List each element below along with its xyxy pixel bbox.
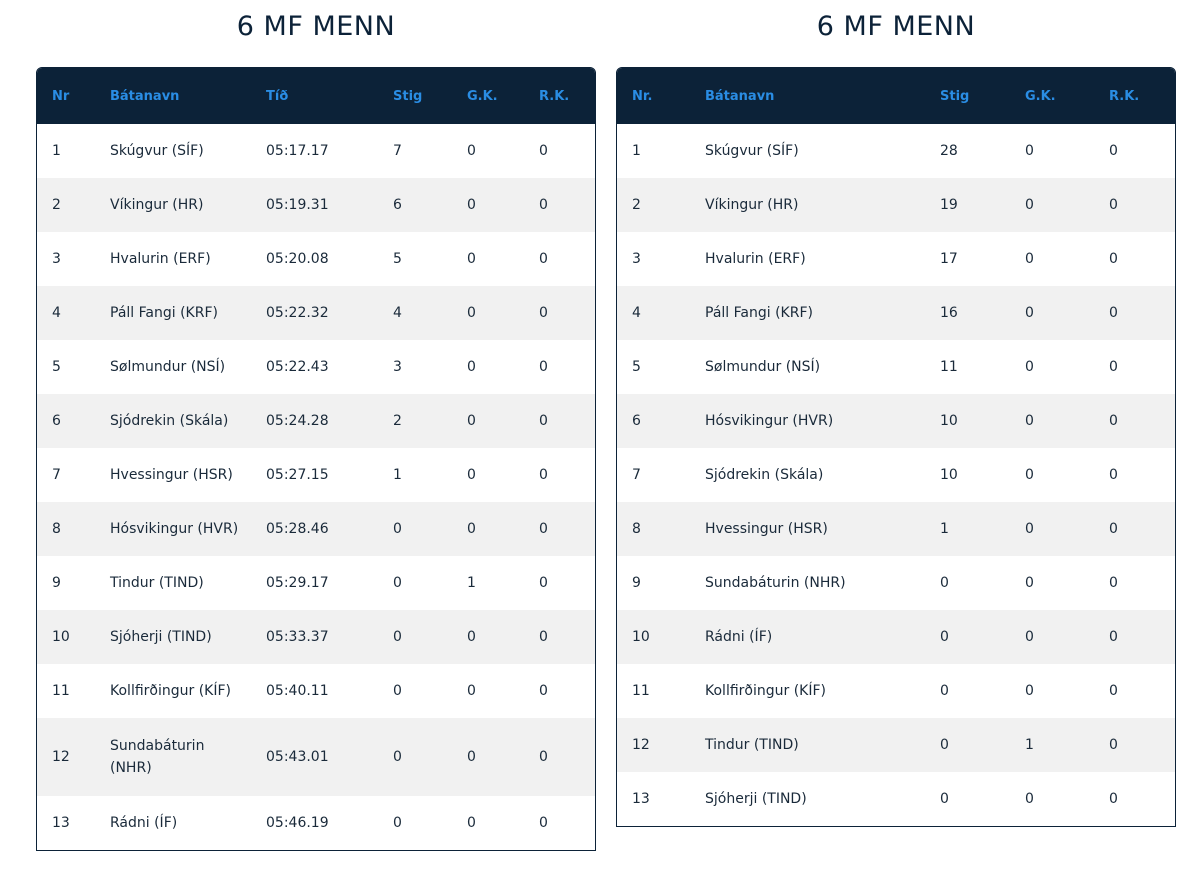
cell-rank: 3 — [632, 251, 641, 267]
table-row — [617, 772, 1175, 826]
cell-gk: 0 — [1025, 521, 1034, 537]
cell-points: 7 — [393, 143, 402, 159]
panel-title: 6 MF MENN — [236, 11, 396, 42]
cell-points: 17 — [940, 251, 958, 267]
cell-gk: 0 — [467, 197, 476, 213]
cell-gk: 0 — [467, 629, 476, 645]
cell-boat-name: Hvalurin (ERF) — [705, 251, 806, 267]
cell-gk: 0 — [467, 143, 476, 159]
cell-rk: 0 — [539, 251, 548, 267]
cell-rank: 3 — [52, 251, 61, 267]
cell-points: 10 — [940, 413, 958, 429]
cell-time: 05:19.31 — [266, 197, 329, 213]
race-results-table — [36, 67, 596, 851]
cell-rank: 10 — [52, 629, 70, 645]
cell-gk: 0 — [1025, 467, 1034, 483]
cell-rank: 12 — [632, 737, 650, 753]
cell-rk: 0 — [539, 359, 548, 375]
table-header-row — [617, 68, 1175, 124]
table-row — [617, 610, 1175, 664]
cell-boat-name: Sølmundur (NSÍ) — [110, 359, 226, 375]
table-row — [37, 124, 595, 178]
cell-rank: 11 — [52, 683, 70, 699]
cell-rk: 0 — [539, 197, 548, 213]
table-row — [37, 448, 595, 502]
cell-boat-name: Víkingur (HR) — [110, 197, 204, 213]
cell-rank: 7 — [632, 467, 641, 483]
cell-boat-name: Rádni (ÍF) — [705, 629, 773, 645]
table-row — [37, 796, 595, 850]
table-header-row — [37, 68, 595, 124]
cell-gk: 0 — [467, 467, 476, 483]
table-row — [37, 340, 595, 394]
table-row — [617, 178, 1175, 232]
cell-points: 28 — [940, 143, 958, 159]
table-row — [617, 124, 1175, 178]
cell-points: 0 — [940, 629, 949, 645]
cell-points: 0 — [940, 683, 949, 699]
cell-rank: 7 — [52, 467, 61, 483]
cell-rank: 9 — [52, 575, 61, 591]
cell-points: 0 — [393, 749, 402, 765]
cell-rk: 0 — [539, 143, 548, 159]
cell-gk: 0 — [467, 815, 476, 831]
table-row — [37, 232, 595, 286]
cell-time: 05:24.28 — [266, 413, 329, 429]
standings-panel — [616, 0, 1176, 827]
cell-gk: 0 — [1025, 305, 1034, 321]
cell-points: 11 — [940, 359, 958, 375]
table-row — [37, 664, 595, 718]
cell-points: 1 — [393, 467, 402, 483]
table-body — [37, 124, 595, 850]
table-row — [37, 286, 595, 340]
cell-time: 05:29.17 — [266, 575, 329, 591]
cell-gk: 0 — [1025, 251, 1034, 267]
cell-boat-name: Hvessingur (HSR) — [110, 467, 233, 483]
cell-gk: 0 — [1025, 575, 1034, 591]
col-header-boat: Bátanavn — [110, 88, 180, 104]
cell-rank: 6 — [52, 413, 61, 429]
cell-rank: 2 — [52, 197, 61, 213]
cell-boat-name: Hvessingur (HSR) — [705, 521, 828, 537]
cell-points: 0 — [393, 575, 402, 591]
cell-rank: 1 — [52, 143, 61, 159]
cell-gk: 0 — [467, 413, 476, 429]
cell-gk: 0 — [467, 251, 476, 267]
cell-rank: 12 — [52, 749, 70, 765]
cell-boat-name: Páll Fangi (KRF) — [110, 305, 218, 321]
table-row — [617, 394, 1175, 448]
cell-rk: 0 — [1109, 359, 1118, 375]
cell-points: 19 — [940, 197, 958, 213]
cell-boat-name: Rádni (ÍF) — [110, 815, 178, 831]
cell-points: 0 — [940, 737, 949, 753]
cell-rk: 0 — [1109, 791, 1118, 807]
col-header-nr: Nr — [52, 88, 70, 104]
cell-boat-name: Páll Fangi (KRF) — [705, 305, 813, 321]
cell-points: 0 — [393, 521, 402, 537]
cell-rk: 0 — [539, 521, 548, 537]
cell-rk: 0 — [539, 413, 548, 429]
cell-boat-name: Skúgvur (SÍF) — [705, 143, 799, 159]
cell-boat-name: Kollfirðingur (KÍF) — [110, 683, 231, 699]
cell-gk: 0 — [467, 683, 476, 699]
col-header-gk: G.K. — [1025, 88, 1056, 104]
cell-rk: 0 — [539, 683, 548, 699]
cell-points: 0 — [393, 815, 402, 831]
cell-points: 4 — [393, 305, 402, 321]
cell-rk: 0 — [1109, 197, 1118, 213]
table-row — [617, 448, 1175, 502]
cell-rank: 4 — [52, 305, 61, 321]
cell-rk: 0 — [1109, 305, 1118, 321]
cell-gk: 0 — [467, 359, 476, 375]
cell-boat-name: Tindur (TIND) — [705, 737, 799, 753]
cell-boat-name: Sundabáturin (NHR) — [705, 575, 846, 591]
cell-points: 0 — [393, 683, 402, 699]
cell-time: 05:33.37 — [266, 629, 329, 645]
col-header-rk: R.K. — [539, 88, 570, 104]
cell-gk: 0 — [1025, 143, 1034, 159]
col-header-boat: Bátanavn — [705, 88, 775, 104]
race-results-panel — [36, 0, 596, 851]
cell-gk: 0 — [467, 749, 476, 765]
cell-points: 0 — [940, 575, 949, 591]
cell-rk: 0 — [1109, 143, 1118, 159]
cell-points: 2 — [393, 413, 402, 429]
table-row — [617, 664, 1175, 718]
cell-rk: 0 — [1109, 683, 1118, 699]
cell-rk: 0 — [539, 629, 548, 645]
cell-rank: 10 — [632, 629, 650, 645]
cell-rank: 5 — [632, 359, 641, 375]
cell-rk: 0 — [1109, 575, 1118, 591]
cell-rk: 0 — [1109, 521, 1118, 537]
cell-boat-name: Sjóherji (TIND) — [705, 791, 807, 807]
panel-title: 6 MF MENN — [816, 11, 976, 42]
cell-rk: 0 — [1109, 251, 1118, 267]
cell-boat-name: Kollfirðingur (KÍF) — [705, 683, 826, 699]
cell-boat-name: Sjódrekin (Skála) — [110, 413, 229, 429]
cell-time: 05:22.32 — [266, 305, 329, 321]
table-row — [37, 610, 595, 664]
cell-boat-name: Sjóherji (TIND) — [110, 629, 212, 645]
table-row — [37, 178, 595, 232]
cell-rank: 5 — [52, 359, 61, 375]
cell-rk: 0 — [1109, 629, 1118, 645]
cell-rank: 6 — [632, 413, 641, 429]
table-row — [617, 286, 1175, 340]
cell-rank: 11 — [632, 683, 650, 699]
cell-gk: 0 — [1025, 197, 1034, 213]
standings-table — [616, 67, 1176, 827]
cell-rank: 13 — [52, 815, 70, 831]
cell-rk: 0 — [539, 575, 548, 591]
cell-points: 3 — [393, 359, 402, 375]
cell-rank: 2 — [632, 197, 641, 213]
cell-gk: 0 — [467, 305, 476, 321]
cell-rk: 0 — [539, 749, 548, 765]
cell-rk: 0 — [539, 305, 548, 321]
cell-time: 05:17.17 — [266, 143, 329, 159]
table-body — [617, 124, 1175, 826]
cell-time: 05:27.15 — [266, 467, 329, 483]
cell-rank: 8 — [52, 521, 61, 537]
table-row — [617, 556, 1175, 610]
cell-time: 05:22.43 — [266, 359, 329, 375]
cell-rk: 0 — [1109, 467, 1118, 483]
cell-rank: 9 — [632, 575, 641, 591]
cell-gk: 0 — [1025, 359, 1034, 375]
table-row — [37, 394, 595, 448]
table-row — [37, 502, 595, 556]
cell-rk: 0 — [1109, 413, 1118, 429]
cell-boat-name: Hvalurin (ERF) — [110, 251, 211, 267]
table-row — [617, 502, 1175, 556]
cell-gk: 0 — [1025, 629, 1034, 645]
col-header-points: Stig — [393, 88, 423, 104]
col-header-time: Tíð — [266, 88, 289, 104]
cell-time: 05:40.11 — [266, 683, 329, 699]
cell-boat-name: Hósvikingur (HVR) — [110, 521, 239, 537]
cell-boat-name: Sundabáturin (NHR) — [110, 738, 205, 776]
table-row — [617, 718, 1175, 772]
cell-points: 5 — [393, 251, 402, 267]
table-row — [37, 718, 595, 796]
cell-points: 0 — [940, 791, 949, 807]
cell-boat-name: Sølmundur (NSÍ) — [705, 359, 821, 375]
cell-rk: 0 — [1109, 737, 1118, 753]
cell-rank: 13 — [632, 791, 650, 807]
cell-boat-name: Hósvikingur (HVR) — [705, 413, 834, 429]
cell-gk: 0 — [1025, 683, 1034, 699]
cell-time: 05:43.01 — [266, 749, 329, 765]
col-header-rk: R.K. — [1109, 88, 1140, 104]
cell-boat-name: Víkingur (HR) — [705, 197, 799, 213]
cell-boat-name: Sjódrekin (Skála) — [705, 467, 824, 483]
cell-rank: 8 — [632, 521, 641, 537]
cell-gk: 0 — [1025, 413, 1034, 429]
cell-points: 6 — [393, 197, 402, 213]
col-header-gk: G.K. — [467, 88, 498, 104]
cell-points: 10 — [940, 467, 958, 483]
table-row — [617, 232, 1175, 286]
cell-rank: 4 — [632, 305, 641, 321]
cell-boat-name: Tindur (TIND) — [110, 575, 204, 591]
cell-rk: 0 — [539, 467, 548, 483]
cell-time: 05:46.19 — [266, 815, 329, 831]
table-row — [617, 340, 1175, 394]
cell-time: 05:28.46 — [266, 521, 329, 537]
cell-gk: 0 — [467, 521, 476, 537]
col-header-points: Stig — [940, 88, 970, 104]
cell-rk: 0 — [539, 815, 548, 831]
cell-points: 1 — [940, 521, 949, 537]
cell-points: 0 — [393, 629, 402, 645]
cell-gk: 1 — [1025, 737, 1034, 753]
table-row — [37, 556, 595, 610]
col-header-nr: Nr. — [632, 88, 653, 104]
cell-rank: 1 — [632, 143, 641, 159]
cell-time: 05:20.08 — [266, 251, 329, 267]
cell-points: 16 — [940, 305, 958, 321]
cell-boat-name: Skúgvur (SÍF) — [110, 143, 204, 159]
cell-gk: 0 — [1025, 791, 1034, 807]
cell-gk: 1 — [467, 575, 476, 591]
